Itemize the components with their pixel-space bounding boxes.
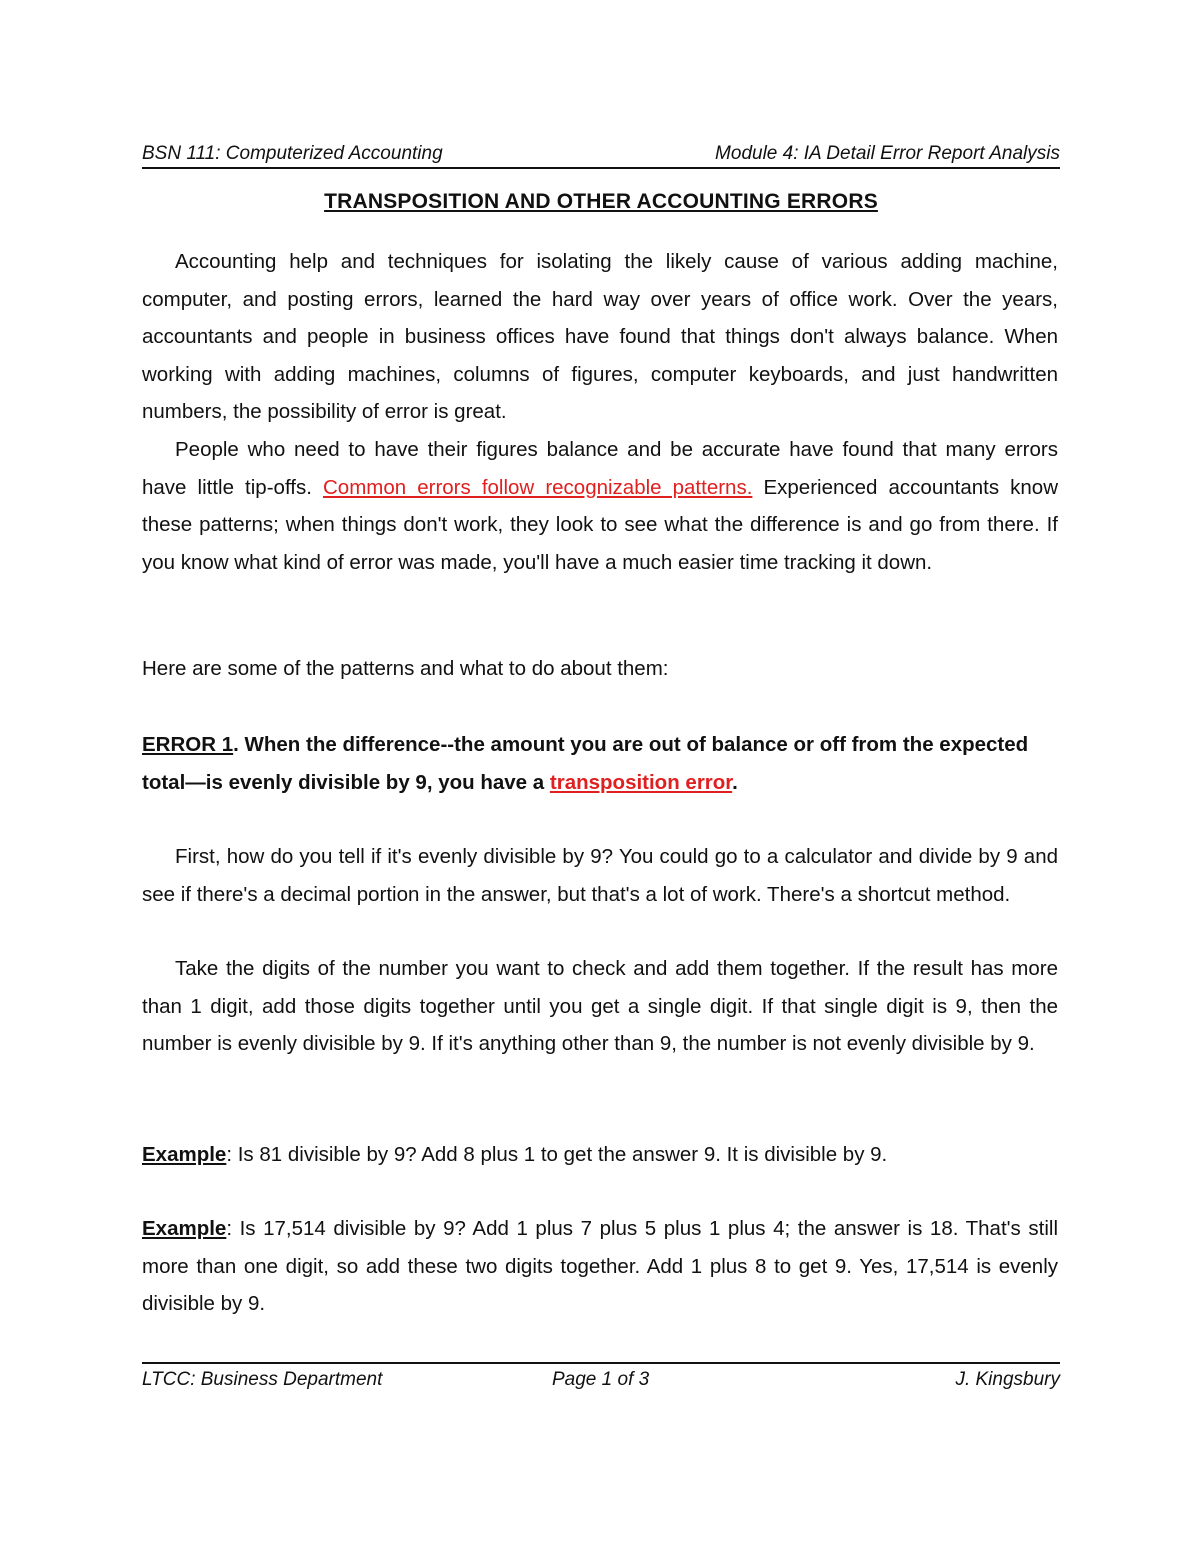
error-1-heading [142,726,1058,801]
example-2 [142,1210,1058,1323]
example-1 [142,1136,1058,1174]
patterns-paragraph [142,431,1058,581]
error-1-end: . [732,770,738,794]
error-1-text: . When the difference--the amount you are out of balance or off from the expected total—is evenly divisible by 9, you have a [142,733,1029,794]
footer-department: LTCC: Business Department [142,1369,383,1390]
divisibility-paragraph: First, how do you tell if it's evenly divisible by 9? You could go to a calculator and divide by 9 and see if there's a decimal portion in the answer, but that's a lot of work. There's a shortcut method. [142,845,1058,906]
example-1-text: : Is 81 divisible by 9? Add 8 plus 1 to get the answer 9. It is divisible by 9. [226,1143,888,1166]
document-title: TRANSPOSITION AND OTHER ACCOUNTING ERRORS [324,190,878,213]
highlight-common-errors: Common errors follow recognizable patterns. [322,475,753,499]
intro-paragraph: Accounting help and techniques for isolating the likely cause of various adding machine, computer, and posting errors, learned the hard way over years of office work. Over the years, accountants and people in business offices have found that things don't always balance. When working with adding machines, columns of figures, computer keyboards, and just handwritten numbers, the possibility of error is great. [142,250,1058,423]
header-module: Module 4: IA Detail Error Report Analysis [715,143,1060,164]
example-2-text: : Is 17,514 divisible by 9? Add 1 plus 7 plus 5 plus 1 plus 4; the answer is 18. That's still more than one digit, so add these two digits together. Add 1 plus 8 to get 9. Yes, 17,514 is evenly divisible by 9. [142,1217,1058,1315]
patterns-text-before: People who need to have their figures balance and be accurate have found that many errors have little tip-offs. [142,438,1058,499]
page-footer [142,1362,1060,1394]
footer-author: J. Kingsbury [955,1369,1060,1390]
footer-page-number: Page 1 of 3 [552,1369,650,1390]
example-1-label: Example [142,1143,227,1166]
highlight-transposition-error: transposition error [549,770,733,794]
header-course: BSN 111: Computerized Accounting [142,143,443,164]
page-header [142,141,1060,169]
example-2-label: Example [142,1217,227,1240]
error-1-label: ERROR 1 [142,733,234,756]
patterns-text-after: Experienced accountants know these patterns; when things don't work, they look to see what the difference is and go from there. If you know what kind of error was made, you'll have a much easier time tracking it down. [142,475,1058,574]
patterns-intro: Here are some of the patterns and what to do about them: [142,657,669,680]
shortcut-method-paragraph: Take the digits of the number you want to check and add them together. If the result has more than 1 digit, add those digits together until you get a single digit. If that single digit is 9, then the number is evenly divisible by 9. If it's anything other than 9, the number is not evenly divisible by 9. [142,957,1058,1055]
